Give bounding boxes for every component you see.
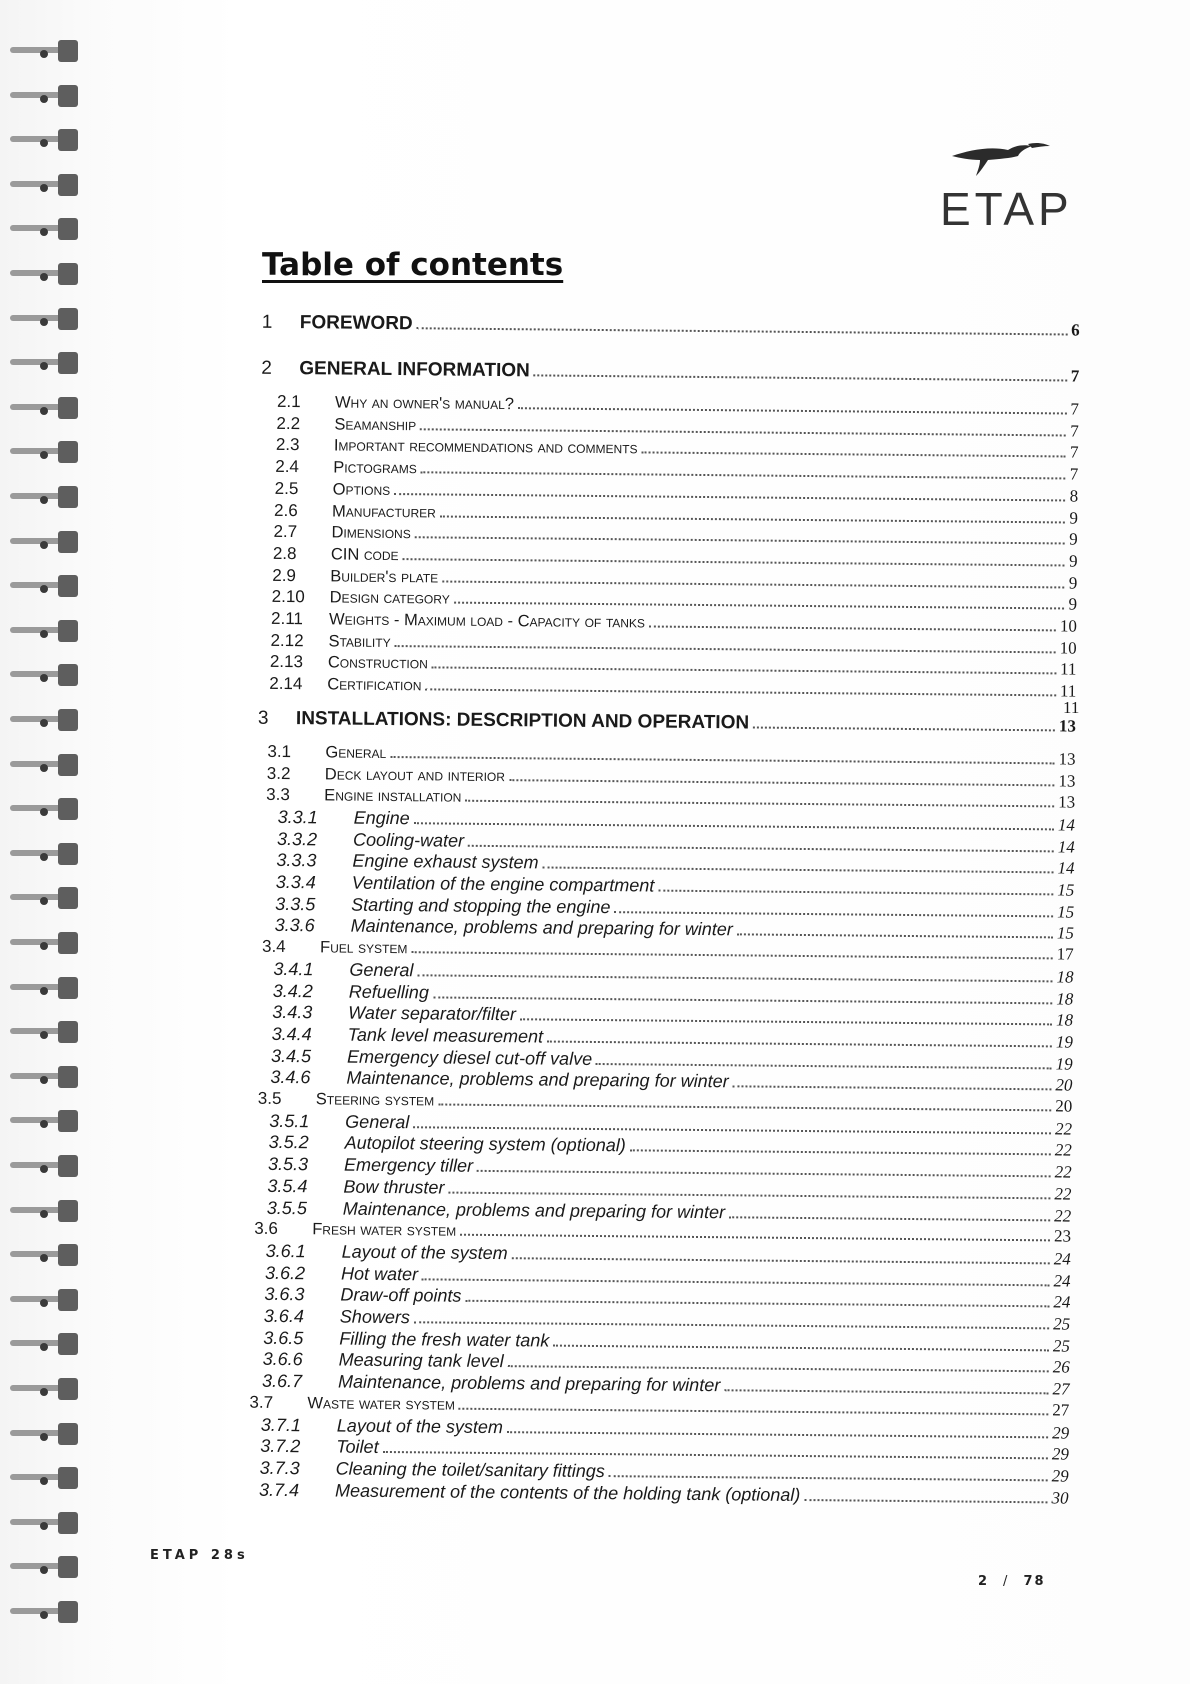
toc-entry-page: 14 — [1057, 837, 1075, 857]
toc-entry-number: 2.13 — [269, 652, 304, 672]
toc-dot-leader — [465, 799, 1054, 808]
toc-dot-leader — [468, 843, 1054, 852]
toc-entry-label: GENERAL INFORMATION — [299, 358, 530, 382]
toc-entry-page: 13 — [1058, 792, 1076, 812]
toc-entry-page: 24 — [1053, 1292, 1071, 1312]
toc-entry-label: Maintenance, problems and preparing for winter — [337, 1371, 721, 1396]
toc-entry-label: Refuelling — [348, 981, 429, 1002]
toc-entry-number: 3.6 — [254, 1218, 278, 1239]
toc-entry-page: 22 — [1054, 1184, 1072, 1204]
toc-dot-leader — [438, 1102, 1051, 1111]
footer-total-pages: 78 — [1023, 1574, 1046, 1589]
toc-entry-page: 14 — [1057, 858, 1075, 878]
toc-entry-page: 29 — [1052, 1422, 1070, 1443]
toc-entry-label: Tank level measurement — [347, 1024, 544, 1047]
toc-dot-leader — [395, 644, 1056, 653]
toc-entry-page: 11 — [1059, 681, 1077, 701]
toc-entry-page: 18 — [1056, 1010, 1074, 1030]
toc-entry-number: 3.7 — [249, 1392, 274, 1412]
toc-entry-page: 15 — [1057, 902, 1075, 922]
toc-dot-leader — [417, 973, 1052, 982]
toc-dot-leader — [454, 601, 1065, 610]
toc-entry-label: Certification — [327, 675, 422, 695]
toc-dot-leader — [442, 579, 1065, 588]
toc-entry-number: 3.3.2 — [276, 828, 318, 849]
toc-dot-leader — [658, 889, 1053, 896]
toc-entry-label: Maintenance, problems and preparing for winter — [350, 916, 733, 940]
toc-entry-label: Why an owner's manual? — [334, 393, 515, 414]
toc-entry-page: 25 — [1053, 1314, 1071, 1334]
toc-entry[interactable] — [258, 708, 1076, 738]
toc-entry[interactable] — [261, 358, 1079, 388]
footer-page-number: 2 / 78 — [978, 1574, 1046, 1589]
toc-entry-label: CIN code — [330, 545, 399, 564]
toc-entry-label: Fresh water system — [312, 1220, 457, 1240]
toc-entry-label: FOREWORD — [299, 312, 413, 335]
toc-entry-label: Waste water system — [307, 1394, 455, 1414]
toc-entry-label: Ventilation of the engine compartment — [351, 872, 655, 896]
toc-entry-number: 3 — [257, 707, 269, 729]
toc-dot-leader — [465, 1299, 1049, 1308]
toc-entry-page: 24 — [1053, 1270, 1071, 1291]
stray-page-number: 11 — [1063, 698, 1080, 717]
toc-entry-number: 2.8 — [272, 543, 297, 563]
toc-entry-page: 13 — [1058, 749, 1076, 769]
toc-entry-number: 2.10 — [271, 587, 305, 607]
toc-entry-label: Draw-off points — [340, 1284, 462, 1307]
toc-dot-leader — [415, 535, 1065, 544]
toc-entry-number: 3.4.2 — [272, 980, 313, 1001]
toc-entry-label: Measurement of the contents of the holding tank (optional) — [334, 1480, 801, 1505]
toc-dot-leader — [432, 666, 1056, 675]
toc-entry-number: 3.5.2 — [268, 1132, 309, 1153]
toc-entry-page: 15 — [1056, 923, 1075, 943]
toc-entry-page: 25 — [1052, 1336, 1071, 1356]
toc-entry-number: 3.3.3 — [276, 850, 317, 871]
toc-entry-page: 26 — [1052, 1357, 1070, 1377]
toc-entry-label: Seamanship — [334, 415, 417, 434]
toc-entry-page: 8 — [1069, 486, 1079, 506]
toc-dot-leader — [542, 866, 1053, 874]
toc-entry-label: Important recommendations and comments — [333, 436, 638, 458]
toc-entry-page: 10 — [1059, 638, 1077, 658]
toc-entry-label: Cleaning the toilet/sanitary fittings — [335, 1458, 605, 1481]
toc-entry-label: Showers — [339, 1306, 410, 1328]
toc-entry-number: 3.6.5 — [263, 1327, 304, 1348]
toc-entry-label: Options — [332, 480, 391, 499]
footer-current-page: 2 — [978, 1574, 990, 1589]
toc-entry-number: 2.7 — [273, 522, 298, 542]
toc-entry-number: 2.4 — [275, 456, 300, 477]
toc-dot-leader — [509, 778, 1054, 786]
toc-entry-page: 13 — [1058, 716, 1077, 736]
toc-entry-page: 7 — [1070, 399, 1080, 419]
toc-entry-number: 3.6.7 — [261, 1370, 303, 1392]
toc-dot-leader — [440, 514, 1066, 523]
toc-entry-number: 3.4.4 — [271, 1023, 312, 1045]
toc-entry-label: General — [349, 959, 414, 981]
toc-dot-leader — [729, 1215, 1050, 1221]
toc-entry-number: 3.6.3 — [264, 1284, 305, 1305]
toc-dot-leader — [737, 933, 1053, 939]
toc-entry-label: Dimensions — [331, 523, 411, 543]
toc-entry-number: 2.12 — [270, 630, 304, 650]
toc-entry-label: Fuel system — [319, 938, 408, 958]
toc-entry-page: 7 — [1069, 464, 1079, 484]
toc-dot-leader — [547, 1039, 1052, 1047]
toc-entry-page: 6 — [1071, 320, 1080, 340]
toc-entry-page: 14 — [1057, 815, 1076, 835]
toc-entry-number: 3.4 — [261, 936, 286, 957]
toc-entry-page: 24 — [1053, 1249, 1071, 1269]
toc-entry-label: Engine installation — [324, 786, 462, 806]
toc-entry-label: Filling the fresh water tank — [339, 1328, 550, 1351]
toc-entry-number: 3.1 — [267, 741, 292, 761]
toc-entry-number: 3.7.1 — [260, 1414, 302, 1435]
toc-entry-page: 29 — [1051, 1466, 1069, 1486]
toc-entry-label: Hot water — [340, 1263, 419, 1284]
toc-entry-label: Construction — [327, 653, 428, 673]
toc-dot-leader — [518, 406, 1066, 414]
toc-entry-label: Autopilot steering system (optional) — [344, 1132, 626, 1156]
toc-entry-page: 22 — [1054, 1162, 1072, 1182]
toc-entry-number: 3.5.5 — [266, 1197, 307, 1218]
toc-entry-label: Steering system — [315, 1090, 435, 1110]
toc-entry[interactable] — [262, 312, 1080, 342]
toc-entry-page: 18 — [1056, 967, 1074, 987]
toc-entry-number: 3.3.6 — [274, 915, 315, 936]
toc-entry-label: Layout of the system — [341, 1241, 508, 1264]
toc-entry-number: 3.7.2 — [260, 1435, 301, 1457]
toc-entry-label: Weights - Maximum load - Capacity of tanks — [329, 610, 646, 632]
toc-entry-number: 3.5.3 — [267, 1153, 309, 1175]
toc-entry-number: 2.1 — [276, 391, 301, 412]
toc-entry-number: 3.3 — [266, 785, 290, 805]
toc-entry-number: 2.3 — [275, 435, 300, 455]
toc-entry-page: 10 — [1059, 616, 1077, 636]
toc-entry-number: 2.11 — [271, 608, 304, 629]
toc-entry-number: 3.4.3 — [272, 1002, 313, 1023]
toc-entry-number: 2.2 — [276, 413, 301, 433]
toc-entry-page: 29 — [1051, 1444, 1070, 1464]
toc-entry-number: 3.6.2 — [264, 1262, 306, 1283]
toc-entry-page: 9 — [1069, 529, 1078, 549]
toc-dot-leader — [804, 1498, 1047, 1503]
toc-entry-page: 19 — [1055, 1054, 1073, 1074]
toc-entry-label: General — [345, 1111, 410, 1132]
toc-entry-label: INSTALLATIONS: DESCRIPTION AND OPERATION — [295, 707, 750, 734]
toc-entry-number: 3.3.1 — [277, 806, 318, 828]
toc-entry-page: 27 — [1052, 1379, 1070, 1399]
toc-entry-page: 11 — [1059, 659, 1077, 679]
footer-model: ETAP 28s — [150, 1548, 249, 1563]
toc-entry-number: 3.5 — [257, 1088, 282, 1108]
toc-entry-page: 9 — [1068, 551, 1078, 571]
toc-dot-leader — [534, 373, 1067, 381]
toc-entry-label: Toilet — [336, 1436, 379, 1458]
toc-entry-page: 22 — [1054, 1119, 1073, 1139]
toc-entry-number: 3.4.5 — [270, 1045, 312, 1066]
toc-dot-leader — [460, 1233, 1050, 1242]
toc-entry-label: Emergency tiller — [343, 1154, 474, 1176]
toc-entry-number: 3.6.1 — [265, 1240, 306, 1262]
toc-entry-number: 3.4.6 — [270, 1067, 311, 1088]
toc-dot-leader — [508, 1365, 1049, 1373]
toc-entry-number: 3.6.4 — [263, 1305, 304, 1327]
toc-dot-leader — [421, 470, 1066, 479]
page-title: Table of contents — [262, 247, 564, 283]
toc-entry-number: 3.4.1 — [273, 958, 314, 980]
toc-entry-number: 3.7.3 — [259, 1457, 300, 1479]
toc-entry-label: Pictograms — [333, 458, 417, 478]
toc-entry-page: 17 — [1056, 944, 1074, 964]
toc-entry-label: Deck layout and interior — [324, 764, 506, 785]
toc-entry-page: 7 — [1070, 366, 1080, 386]
toc-entry-label: Layout of the system — [336, 1415, 504, 1437]
toc-entry-page: 9 — [1068, 573, 1078, 593]
toc-entry-page: 7 — [1070, 421, 1079, 441]
toc-entry-page: 22 — [1054, 1140, 1072, 1160]
toc-entry-number: 2.5 — [274, 478, 299, 498]
toc-dot-leader — [414, 821, 1054, 830]
toc-dot-leader — [390, 755, 1054, 764]
toc-dot-leader — [733, 1085, 1052, 1091]
toc-entry-label: Maintenance, problems and preparing for winter — [346, 1067, 729, 1092]
toc-dot-leader — [425, 687, 1055, 696]
toc-dot-leader — [413, 1125, 1051, 1134]
toc-dot-leader — [512, 1256, 1050, 1264]
toc-dot-leader — [614, 910, 1053, 917]
toc-entry-page: 20 — [1055, 1096, 1073, 1116]
toc-dot-leader — [609, 1474, 1048, 1481]
toc-dot-leader — [420, 427, 1066, 436]
toc-dot-leader — [641, 451, 1066, 458]
toc-dot-leader — [520, 1017, 1052, 1025]
toc-dot-leader — [417, 326, 1068, 335]
toc-dot-leader — [553, 1343, 1049, 1351]
toc-entry-number: 3.5.4 — [267, 1175, 308, 1197]
toc-entry-label: Design category — [329, 588, 450, 608]
toc-entry-label: Emergency diesel cut-off valve — [346, 1046, 593, 1069]
toc-dot-leader — [753, 725, 1055, 731]
toc-entry-page: 19 — [1055, 1032, 1073, 1052]
toc-entry-page: 9 — [1068, 594, 1078, 614]
toc-dot-leader — [422, 1277, 1050, 1286]
toc-entry-label: Bow thruster — [343, 1176, 445, 1198]
toc-entry-label: Cooling-water — [352, 829, 465, 851]
toc-dot-leader — [433, 995, 1052, 1004]
toc-entry-number: 3.5.1 — [269, 1110, 310, 1131]
toc-entry-number: 1 — [261, 311, 273, 333]
toc-dot-leader — [477, 1169, 1051, 1178]
toc-dot-leader — [630, 1149, 1051, 1156]
toc-entry-page: 18 — [1056, 988, 1074, 1009]
toc-entry-number: 3.3.4 — [275, 871, 316, 893]
toc-entry-number: 3.7.4 — [258, 1479, 300, 1500]
toc-entry-number: 3.6.6 — [262, 1349, 303, 1370]
toc-entry-label: Engine exhaust system — [352, 850, 539, 873]
toc-dot-leader — [596, 1062, 1052, 1069]
toc-entry-label: Engine — [353, 807, 410, 829]
toc-dot-leader — [383, 1450, 1048, 1459]
toc-entry-label: General — [325, 743, 387, 762]
toc-entry-page: 13 — [1058, 770, 1076, 791]
toc-entry-label: Starting and stopping the engine — [351, 894, 611, 917]
toc-dot-leader — [459, 1406, 1049, 1415]
toc-dot-leader — [403, 557, 1065, 566]
toc-entry-page: 15 — [1057, 880, 1075, 900]
toc-dot-leader — [394, 492, 1065, 501]
toc-entry-page: 27 — [1052, 1400, 1070, 1420]
toc-entry-label: Measuring tank level — [338, 1349, 504, 1372]
toc-dot-leader — [724, 1388, 1048, 1394]
etap-wordmark: ETAP — [940, 183, 1073, 235]
toc-entry-number: 3.2 — [266, 763, 291, 783]
toc-entry-label: Builder's plate — [330, 567, 439, 587]
toc-dot-leader — [507, 1430, 1048, 1438]
toc-dot-leader — [448, 1190, 1050, 1199]
toc-entry-label: Maintenance, problems and preparing for winter — [342, 1198, 726, 1222]
toc-entry-page: 20 — [1055, 1075, 1073, 1095]
toc-entry-label: Water separator/filter — [348, 1002, 517, 1025]
toc-dot-leader — [414, 1320, 1049, 1329]
toc-entry-page: 23 — [1053, 1226, 1072, 1246]
toc-dot-leader — [649, 624, 1056, 631]
toc-entry-page: 30 — [1051, 1487, 1069, 1508]
toc-entry-number: 2.14 — [269, 673, 303, 694]
toc-entry-label: Stability — [328, 632, 391, 651]
toc-entry-page: 9 — [1069, 508, 1079, 528]
toc-entry-page: 7 — [1069, 442, 1079, 462]
toc-dot-leader — [411, 950, 1052, 959]
toc-entry-number: 2 — [261, 357, 273, 379]
toc-entry-number: 2.9 — [272, 565, 297, 585]
toc-entry-number: 3.3.5 — [275, 893, 316, 914]
toc-entry-page: 22 — [1054, 1205, 1072, 1226]
toc-entry-number: 2.6 — [274, 500, 298, 520]
toc-entry-label: Manufacturer — [332, 501, 436, 521]
